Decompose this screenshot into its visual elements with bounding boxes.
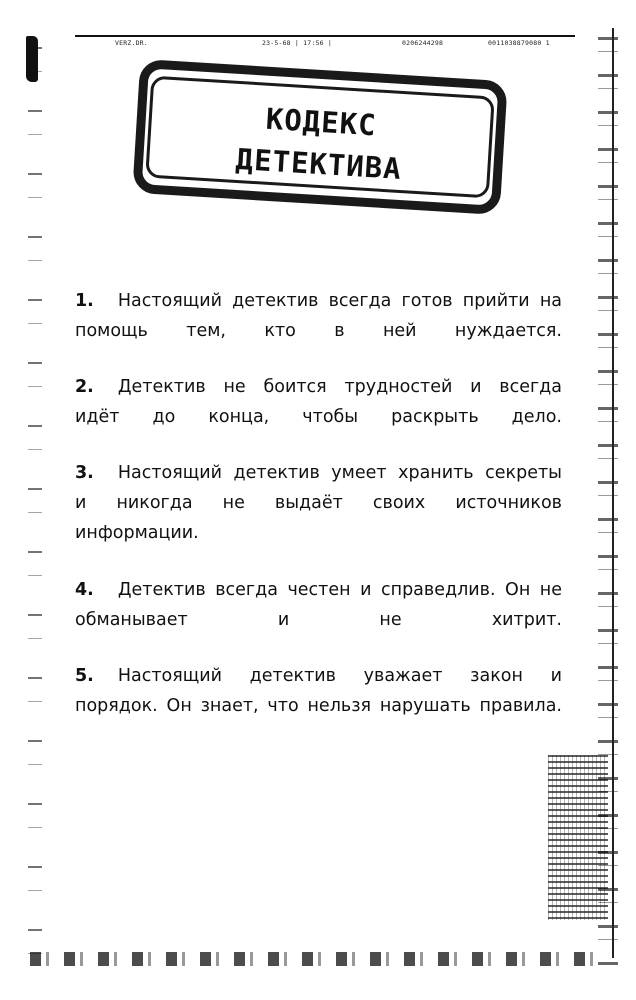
header-code: 0011038879080 1 [488, 39, 550, 47]
rule-item [75, 575, 562, 635]
rule-item [75, 286, 562, 346]
header-code: 23-5-68 | 17:56 | [262, 39, 332, 47]
rule-text: Настоящий детектив умеет хранить секреты и никогда не выдаёт своих источников информации. [75, 463, 562, 543]
rule-item [75, 458, 562, 548]
rule-item [75, 661, 562, 721]
rule-number: 5. [75, 666, 94, 686]
page-title [188, 93, 453, 193]
rule-number: 3. [75, 463, 94, 483]
scan-noise-bottom [30, 952, 605, 966]
rule-text: Настоящий детектив всегда готов прийти на помощь тем, кто в ней нуждается. [75, 291, 562, 341]
rule-text: Детектив всегда честен и справедлив. Он не обманывает и не хитрит. [75, 580, 562, 630]
rule-text: Настоящий детектив уважает закон и порядок. Он знает, что нельзя нарушать правила. [75, 666, 562, 716]
rule-text: Детектив не боится трудностей и всегда идёт до конца, чтобы раскрыть дело. [75, 377, 562, 427]
page-edge-line [612, 28, 614, 958]
rule-item [75, 372, 562, 432]
rule-number: 1. [75, 291, 94, 311]
rule-number: 2. [75, 377, 94, 397]
title-line-2: ДЕТЕКТИВА [234, 141, 403, 186]
barcode-strip [548, 755, 608, 920]
rule-number: 4. [75, 580, 94, 600]
header-code: VERZ.DR. [115, 39, 148, 47]
title-line-1: КОДЕКС [264, 101, 378, 143]
header-code: 0206244298 [402, 39, 444, 47]
scan-smudge [26, 36, 38, 82]
header-rule [75, 35, 575, 37]
scan-noise-left [28, 30, 42, 970]
